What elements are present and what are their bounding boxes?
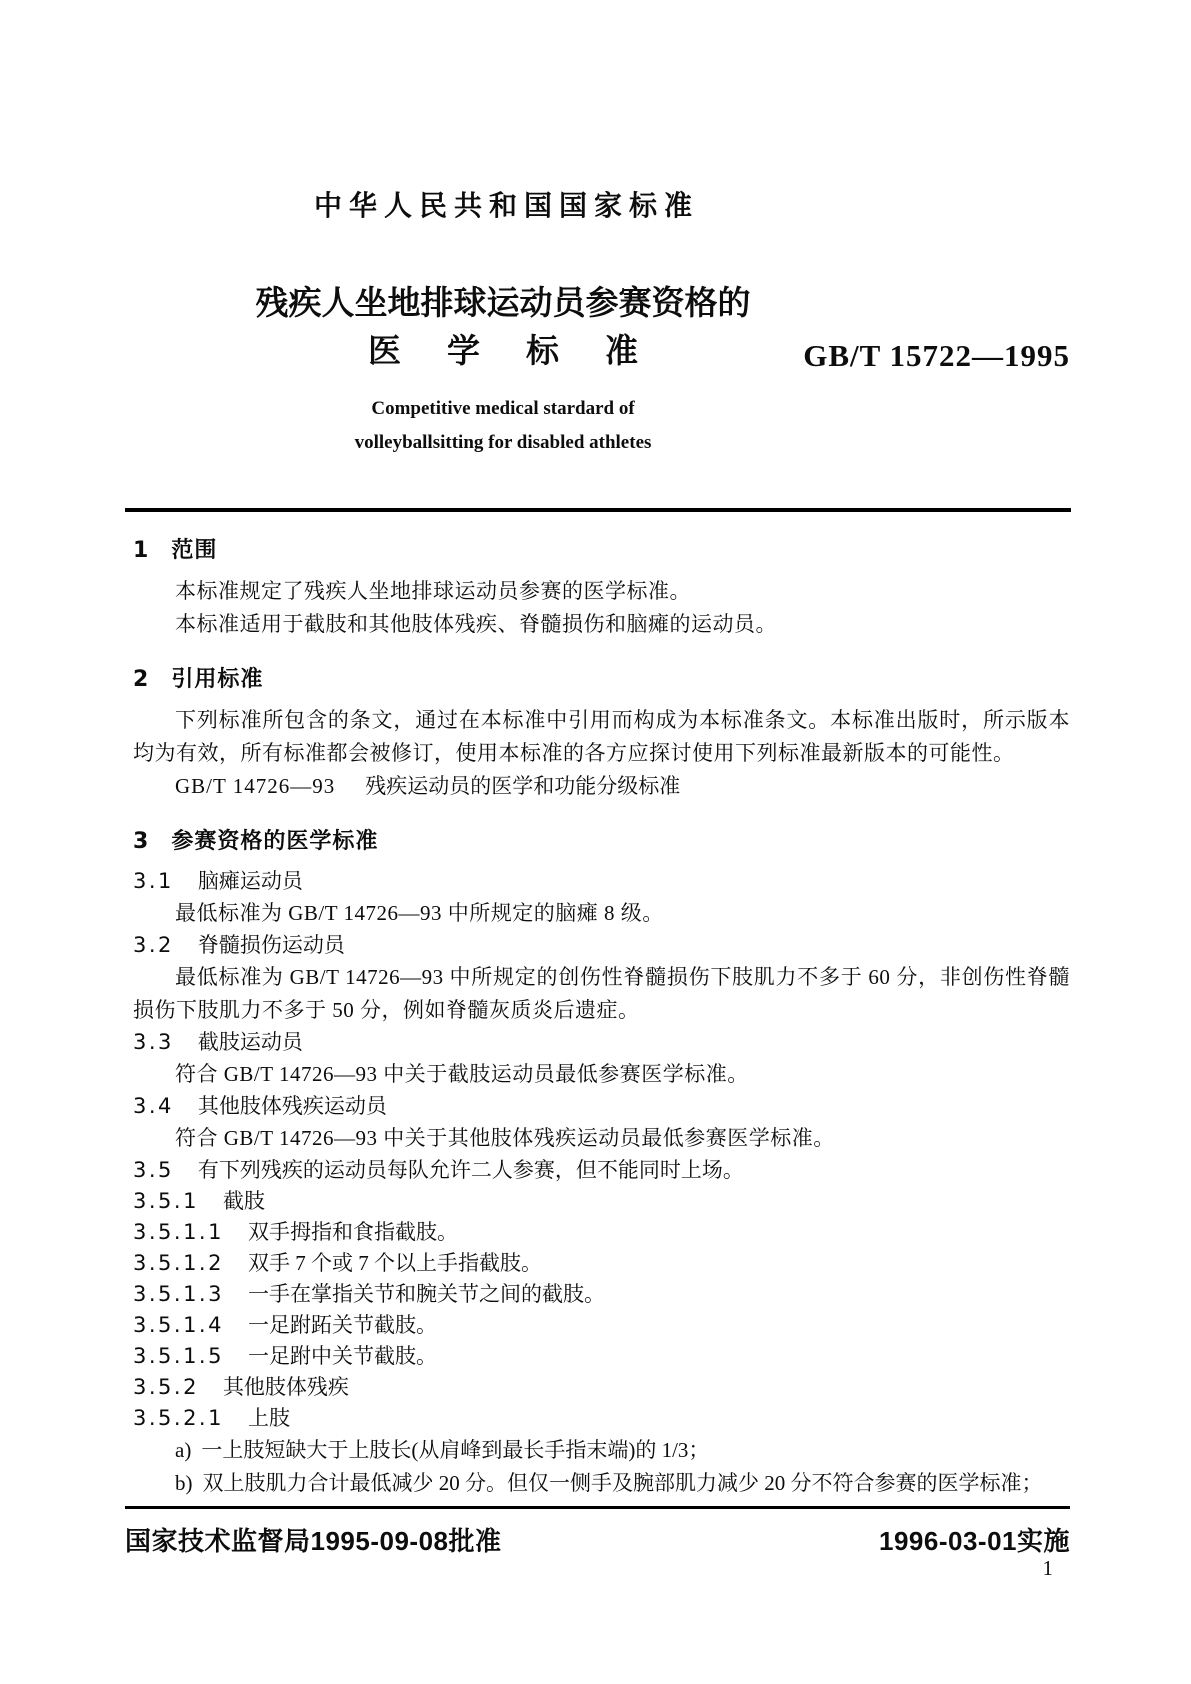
- clause-heading: [133, 1186, 1070, 1217]
- section-heading: [133, 827, 1070, 856]
- document-header: [133, 0, 1070, 508]
- paragraph: 符合 GB/T 14726—93 中关于截肢运动员最低参赛医学标准。: [175, 1062, 749, 1086]
- english-subtitle: [133, 392, 873, 460]
- clause-text: 脑瘫运动员: [197, 870, 303, 893]
- page-number: 1: [1042, 1556, 1053, 1580]
- national-standard-label: 中华人民共和国国家标准: [313, 190, 699, 221]
- list-item-text: 双上肢肌力合计最低减少 20 分。但仅一侧手及腕部肌力减少 20 分不符合参赛的医学标准；: [202, 1471, 1043, 1495]
- document-footer: [125, 1506, 1070, 1558]
- clause-number: 3.5.1.4: [133, 1313, 224, 1337]
- clause-heading: [133, 866, 1070, 897]
- paragraph: 最低标准为 GB/T 14726—93 中所规定的创伤性脊髓损伤下肢肌力不多于 60 分，非创伤性脊髓损伤下肢肌力不多于 50 分，例如脊髓灰质炎后遗症。: [133, 965, 1070, 1022]
- clause-number: 3.3: [133, 1030, 174, 1054]
- list-item: [133, 1467, 1070, 1500]
- clause-heading: [133, 1403, 1070, 1434]
- clause-text: 一手在掌指关节和腕关节之间的截肢。: [247, 1282, 605, 1306]
- list-item: [133, 1434, 1070, 1467]
- paragraph: 本标准适用于截肢和其他肢体残疾、脊髓损伤和脑瘫的运动员。: [175, 612, 777, 636]
- header-center-block: [133, 192, 873, 460]
- clause-heading: [133, 1091, 1070, 1122]
- clause-number: 3.5.1.3: [133, 1282, 224, 1306]
- clause-number: 3.5.2: [133, 1375, 199, 1399]
- document-title-line1: 残疾人坐地排球运动员参赛资格的: [255, 284, 751, 321]
- section-heading: [133, 536, 1070, 565]
- paragraph: 本标准规定了残疾人坐地排球运动员参赛的医学标准。: [175, 579, 691, 603]
- clause-number: 3.5.1.1: [133, 1220, 224, 1244]
- clause-text: 双手 7 个或 7 个以上手指截肢。: [247, 1251, 542, 1275]
- header-divider-rule: [125, 508, 1071, 512]
- section-title: 参赛资格的医学标准: [171, 828, 379, 853]
- clause-number: 3.5.1.2: [133, 1251, 224, 1275]
- document-body: [133, 536, 1070, 1500]
- clause-text: 截肢运动员: [197, 1031, 303, 1054]
- list-item-label: a): [175, 1438, 192, 1462]
- paragraph: 符合 GB/T 14726—93 中关于其他肢体残疾运动员最低参赛医学标准。: [175, 1126, 835, 1150]
- clause-heading: [133, 1372, 1070, 1403]
- standard-code: GB/T 15722—1995: [803, 338, 1070, 373]
- clause-number: 3.1: [133, 869, 174, 893]
- clause-number: 3.5.1.5: [133, 1344, 224, 1368]
- clause-text: 其他肢体残疾: [222, 1376, 349, 1399]
- clause-text: 一足跗跖关节截肢。: [247, 1313, 437, 1337]
- clause-heading: [133, 930, 1070, 961]
- section-number: 2: [133, 667, 150, 692]
- section-title: 引用标准: [171, 666, 264, 691]
- clause-heading: [133, 1248, 1070, 1279]
- clause-text: 双手拇指和食指截肢。: [247, 1220, 458, 1244]
- clause-number: 3.5.2.1: [133, 1406, 224, 1430]
- section-number: 3: [133, 829, 150, 854]
- clause-heading: [133, 1341, 1070, 1372]
- clause-text: 有下列残疾的运动员每队允许二人参赛，但不能同时上场。: [197, 1158, 744, 1182]
- section-number: 1: [133, 538, 150, 563]
- clause-number: 3.2: [133, 933, 174, 957]
- english-subtitle-line1: Competitive medical stardard of: [371, 398, 635, 419]
- footer-row: [125, 1509, 1070, 1558]
- clause-text: 脊髓损伤运动员: [197, 934, 345, 957]
- clause-number: 3.5.1: [133, 1189, 199, 1213]
- clause-heading: [133, 1217, 1070, 1248]
- reference-entry: [133, 770, 1070, 803]
- clause-number: 3.5: [133, 1158, 174, 1182]
- paragraph: 下列标准所包含的条文，通过在本标准中引用而构成为本标准条文。本标准出版时，所示版本均为有效，所有标准都会被修订，使用本标准的各方应探讨使用下列标准最新版本的可能性。: [133, 708, 1070, 765]
- clause-text: 截肢: [222, 1190, 265, 1213]
- clause-heading: [133, 1279, 1070, 1310]
- list-item-label: b): [175, 1471, 193, 1495]
- reference-code: GB/T 14726—93: [175, 774, 336, 798]
- clause-heading: [133, 1027, 1070, 1058]
- document-title-line2: 医学标准: [368, 332, 684, 369]
- approval-statement: 国家技术监督局1995-09-08批准: [125, 1526, 502, 1556]
- list-item-text: 一上肢短缺大于上肢长(从肩峰到最长手指末端)的 1/3；: [201, 1438, 710, 1462]
- paragraph: 最低标准为 GB/T 14726—93 中所规定的脑瘫 8 级。: [175, 901, 664, 925]
- clause-text: 其他肢体残疾运动员: [197, 1095, 387, 1118]
- clause-heading: [133, 1310, 1070, 1341]
- clause-text: 一足跗中关节截肢。: [247, 1344, 437, 1368]
- reference-title: 残疾运动员的医学和功能分级标准: [365, 774, 681, 798]
- section-heading: [133, 665, 1070, 694]
- clause-text: 上肢: [247, 1407, 290, 1430]
- english-subtitle-line2: volleyballsitting for disabled athletes: [354, 432, 652, 453]
- clause-heading: [133, 1155, 1070, 1186]
- section-title: 范围: [171, 537, 218, 562]
- implementation-statement: 1996-03-01实施: [879, 1526, 1070, 1556]
- clause-number: 3.4: [133, 1094, 174, 1118]
